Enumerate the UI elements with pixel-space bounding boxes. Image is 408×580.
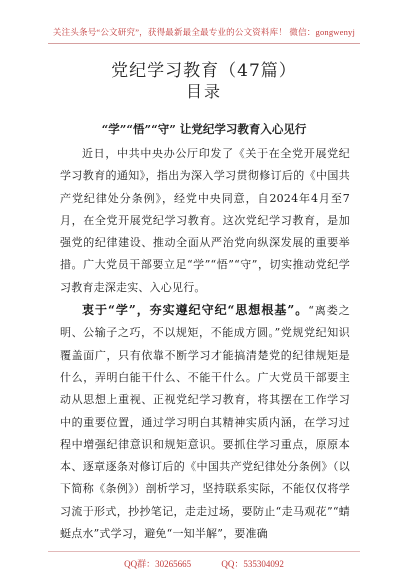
section-heading: “学”“悟”“守” 让党纪学习教育入心见行 <box>101 122 307 136</box>
paragraph-2-body: “离娄之明、公输子之巧，不以规矩，不能成方圆。”党规党纪知识覆盖面广，只有依靠不断学习才能搞清楚党的纪律规矩是什么，弄明白能干什么、不能干什么。广大党员干部要主动从思想上重视、正视党纪学习教育，将其摆在工作学习中的重要位置，通过学习明白其精神实质内涵，在学习过程中增强纪律意识和规矩意识。要抓住学习重点，原原本本、逐章逐条对修订后的《中国共产党纪律处分条例》（以下简称《条例》）剖析学习，坚持联系实际，不能仅仅将学习流于形式，抄抄笔记，走走过场，要防止“走马观花”“蜻蜓点水”式学习，避免“一知半解”，要准确 <box>60 304 350 541</box>
paragraph-2 <box>60 299 350 545</box>
document-title: 党纪学习教育（47篇） <box>111 61 297 81</box>
header-divider <box>48 43 360 44</box>
header-banner: 关注头条号“公文研究”，获得最新最全最专业的公文资料库！ 微信：gongwenyj <box>52 27 356 37</box>
paragraph-1: 近日，中共中央办公厅印发了《关于在全党开展党纪学习教育的通知》，指出为深入学习贯彻修订后的《中国共产党纪律处分条例》，经党中央同意，自2024年4月至7月，在全党开展党纪学习教育。这次党纪学习教育，是加强党的纪律建设、推动全面从严治党向纵深发展的重要举措。广大党员干部要立足“学”“悟”“守”，切实推动党纪学习教育走深走实、入心见行。 <box>60 147 350 294</box>
footer-qq-group: QQ群：30265665 <box>124 559 192 569</box>
paragraph-2-lead: 衷于“学”，夯实遵纪守纪“思想根基”。 <box>82 303 309 318</box>
footer <box>0 557 408 570</box>
footer-qq: QQ：535304092 <box>221 559 284 569</box>
document-body <box>60 143 350 545</box>
footer-divider <box>48 551 360 552</box>
document-subtitle: 目录 <box>185 82 222 101</box>
